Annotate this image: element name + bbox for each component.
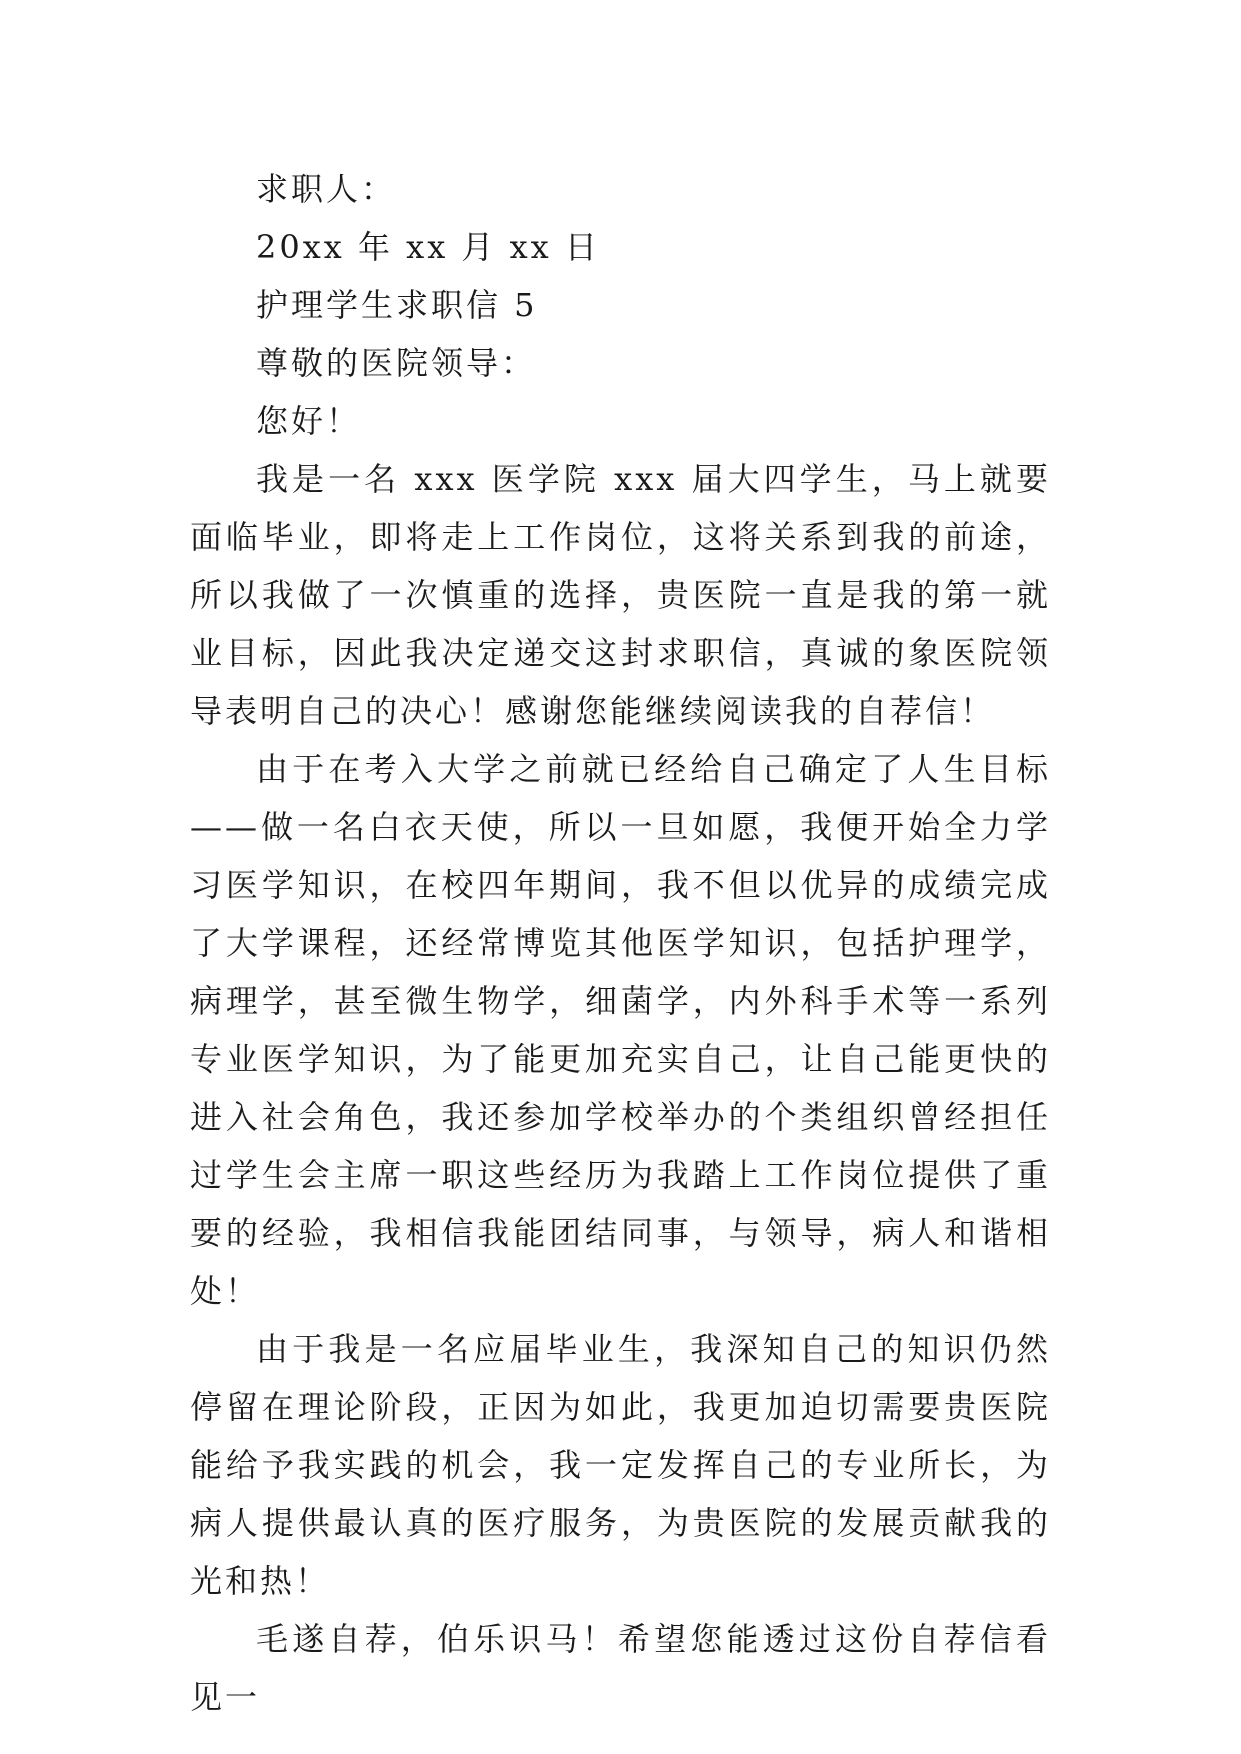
paragraph-1: 我是一名 xxx 医学院 xxx 届大四学生，马上就要面临毕业，即将走上工作岗位，这将关系到我的前途，所以我做了一次慎重的选择，贵医院一直是我的第一就业目标，因此我决定递交这封求职信，真诚的象医院领导表明自己的决心！感谢您能继续阅读我的自荐信！ [190, 460, 1051, 730]
paragraph-3: 由于我是一名应届毕业生，我深知自己的知识仍然停留在理论阶段，正因为如此，我更加迫切需要贵医院能给予我实践的机会，我一定发挥自己的专业所长，为病人提供最认真的医疗服务，为贵医院的发展贡献我的光和热！ [190, 1330, 1051, 1600]
letter-date: 20xx 年 xx 月 xx 日 [256, 228, 600, 266]
letter-body [190, 160, 1051, 1726]
greeting: 您好！ [256, 402, 362, 440]
paragraph-2: 由于在考入大学之前就已经给自己确定了人生目标——做一名白衣天使，所以一旦如愿，我便开始全力学习医学知识，在校四年期间，我不但以优异的成绩完成了大学课程，还经常博览其他医学知识，包括护理学，病理学，甚至微生物学，细菌学，内外科手术等一系列专业医学知识，为了能更加充实自己，让自己能更快的进入社会角色，我还参加学校举办的个类组织曾经担任过学生会主席一职这些经历为我踏上工作岗位提供了重要的经验，我相信我能团结同事，与领导，病人和谐相处！ [190, 750, 1051, 1310]
paragraph-4: 毛遂自荐，伯乐识马！希望您能透过这份自荐信看见一 [190, 1620, 1051, 1716]
signature-label: 求职人： [256, 170, 397, 208]
salutation: 尊敬的医院领导： [256, 344, 537, 382]
letter-heading: 护理学生求职信 5 [256, 286, 538, 324]
